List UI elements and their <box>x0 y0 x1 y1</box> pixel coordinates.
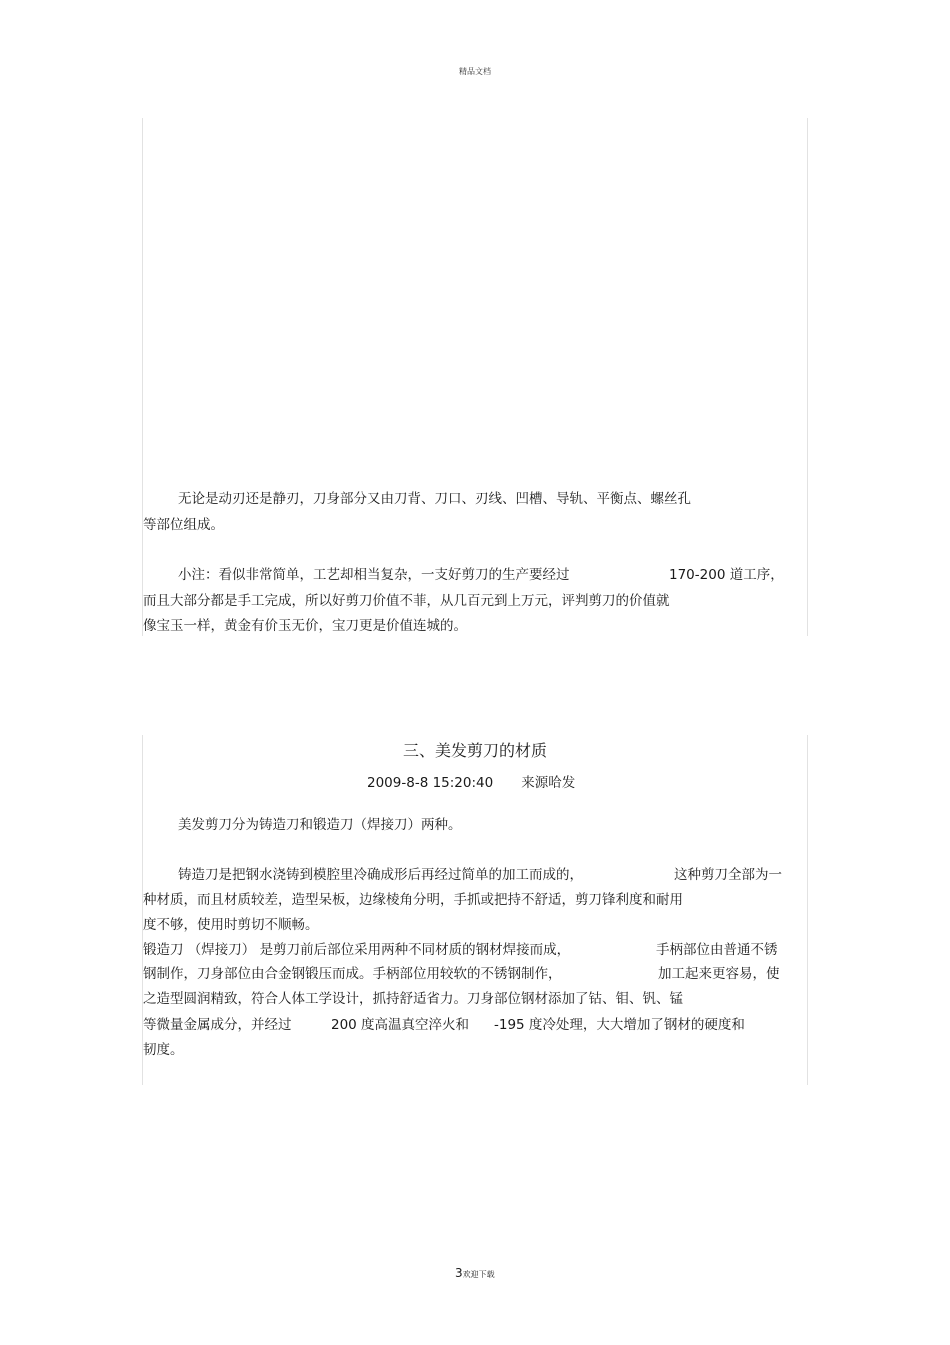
cast-line3: 度不够，使用时剪切不顺畅。 <box>143 917 319 933</box>
header-watermark: 精品文档 <box>459 67 491 76</box>
article-source: 来源哈发 <box>521 775 576 791</box>
note-line3: 像宝玉一样，黄金有价玉无价，宝刀更是价值连城的。 <box>143 618 467 634</box>
forge-line3: 之造型圆润精致，符合人体工学设计，抓持舒适省力。刀身部位钢材添加了钴、钼、钒、锰 <box>143 991 683 1007</box>
note-line1-a: 小注：看似非常简单，工艺却相当复杂，一支好剪刀的生产要经过 <box>178 567 570 583</box>
article-meta <box>367 771 575 791</box>
paragraph-blade-parts-line2: 等部位组成。 <box>143 517 224 533</box>
section-title: 三、美发剪刀的材质 <box>402 741 547 760</box>
forge-line4-b: 200 度高温真空淬火和 <box>331 1017 470 1033</box>
note-line1-b: 170-200 道工序， <box>669 567 784 583</box>
cast-line1-a: 铸造刀是把钢水浇铸到模腔里冷确成形后再经过简单的加工而成的， <box>178 867 583 883</box>
intro-paragraph: 美发剪刀分为铸造刀和锻造刀（焊接刀）两种。 <box>178 817 462 833</box>
forge-line4-a: 等微量金属成分，并经过 <box>143 1017 292 1033</box>
forge-line1-a: 锻造刀 （焊接刀） 是剪刀前后部位采用两种不同材质的钢材焊接而成， <box>143 942 571 958</box>
forge-line4-c: -195 度冷处理，大大增加了钢材的硬度和 <box>494 1017 745 1033</box>
cast-line1-b: 这种剪刀全部为一 <box>674 867 782 883</box>
page-number: 3 <box>455 1266 463 1280</box>
page-footer <box>455 1262 495 1281</box>
footer-text: 欢迎下载 <box>462 1270 495 1279</box>
forge-line2-b: 加工起来更容易，使 <box>658 966 780 982</box>
forge-line2-a: 钢制作，刀身部位由合金钢锻压而成。手柄部位用较软的不锈钢制作， <box>143 966 562 982</box>
content-frame-1 <box>142 118 808 636</box>
forge-line5: 韧度。 <box>143 1042 184 1058</box>
forge-line1-b: 手柄部位由普通不锈 <box>656 942 778 958</box>
note-line2: 而且大部分都是手工完成，所以好剪刀价值不菲，从几百元到上万元，评判剪刀的价值就 <box>143 593 670 609</box>
paragraph-blade-parts-line1: 无论是动刃还是静刃，刀身部分又由刀背、刀口、刃线、凹槽、导轨、平衡点、螺丝孔 <box>178 491 691 507</box>
cast-line2: 种材质，而且材质较差，造型呆板，边缘棱角分明，手抓或把持不舒适，剪刀锋利度和耐用 <box>143 892 683 908</box>
article-date: 2009-8-8 15:20:40 <box>367 775 494 791</box>
